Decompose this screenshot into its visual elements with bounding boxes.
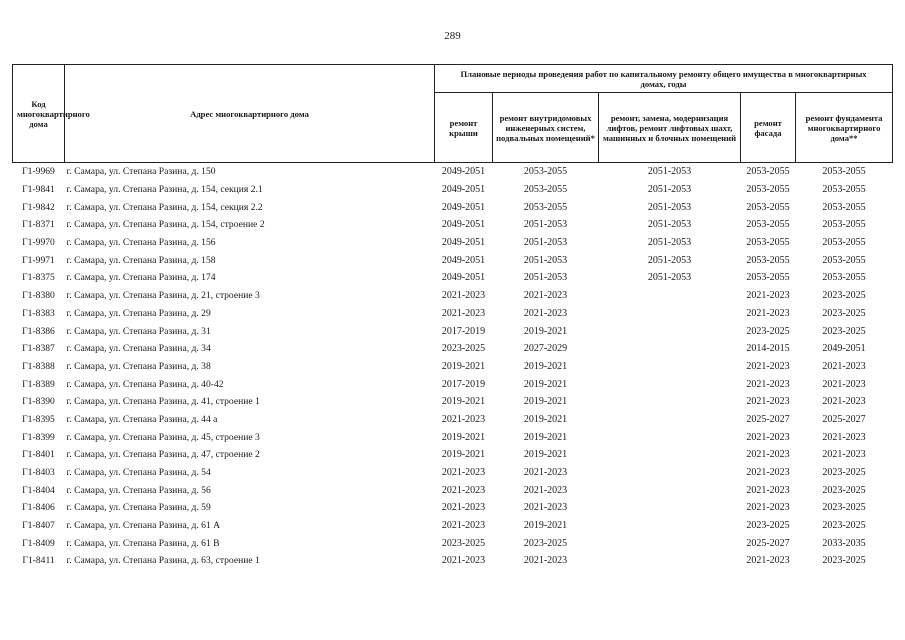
row-roof-period: 2021-2023 bbox=[441, 467, 486, 479]
row-roof-period: 2021-2023 bbox=[441, 555, 486, 567]
header-engineering: ремонт внутридомовых инженерных систем, подвальных помещений* bbox=[493, 93, 599, 163]
row-facade-period: 2021-2023 bbox=[746, 431, 790, 443]
row-roof-period: 2021-2023 bbox=[441, 307, 486, 319]
row-engineering-period: 2051-2053 bbox=[523, 219, 568, 231]
row-engineering-period: 2021-2023 bbox=[523, 307, 568, 319]
row-address: г. Самара, ул. Степана Разина, д. 56 bbox=[66, 484, 211, 496]
table-row bbox=[13, 393, 893, 411]
row-facade-period: 2023-2025 bbox=[746, 325, 790, 337]
row-foundation-period: 2053-2055 bbox=[822, 272, 866, 284]
row-code: Г1-8387 bbox=[22, 343, 55, 355]
row-roof-period: 2021-2023 bbox=[441, 413, 486, 425]
row-code: Г1-9971 bbox=[22, 254, 55, 266]
row-code: Г1-8403 bbox=[22, 467, 55, 479]
row-address: г. Самара, ул. Степана Разина, д. 34 bbox=[66, 343, 211, 355]
row-engineering-period: 2021-2023 bbox=[523, 484, 568, 496]
repair-schedule-table bbox=[12, 64, 893, 570]
row-facade-period: 2021-2023 bbox=[746, 484, 790, 496]
row-address: г. Самара, ул. Степана Разина, д. 154, секция 2.1 bbox=[66, 184, 263, 196]
row-address: г. Самара, ул. Степана Разина, д. 150 bbox=[65, 163, 435, 181]
row-elevators-period bbox=[599, 358, 741, 376]
row-foundation-period: 2025-2027 bbox=[822, 413, 866, 425]
table-row bbox=[13, 322, 893, 340]
row-engineering-period: 2027-2029 bbox=[523, 343, 568, 355]
row-foundation-period: 2053-2055 bbox=[822, 201, 866, 213]
row-facade-period: 2021-2023 bbox=[746, 307, 790, 319]
row-address: г. Самара, ул. Степана Разина, д. 29 bbox=[66, 307, 211, 319]
row-engineering-period: 2021-2023 bbox=[523, 467, 568, 479]
row-roof-period: 2023-2025 bbox=[441, 537, 486, 549]
row-roof-period: 2049-2051 bbox=[435, 163, 493, 181]
row-address: г. Самара, ул. Степана Разина, д. 63, строение 1 bbox=[66, 555, 260, 567]
row-elevators-period: 2051-2053 bbox=[647, 237, 692, 249]
row-foundation-period: 2053-2055 bbox=[796, 163, 893, 181]
row-roof-period: 2021-2023 bbox=[441, 290, 486, 302]
table-row bbox=[13, 411, 893, 429]
row-roof-period: 2049-2051 bbox=[441, 237, 486, 249]
row-facade-period: 2021-2023 bbox=[746, 502, 790, 514]
row-address: г. Самара, ул. Степана Разина, д. 174 bbox=[66, 272, 216, 284]
row-address: г. Самара, ул. Степана Разина, д. 61 А bbox=[66, 520, 221, 532]
row-roof-period: 2021-2023 bbox=[441, 484, 486, 496]
row-engineering-period: 2053-2055 bbox=[523, 201, 568, 213]
row-elevators-period bbox=[599, 322, 741, 340]
row-engineering-period: 2051-2053 bbox=[523, 272, 568, 284]
row-code: Г1-8383 bbox=[22, 307, 55, 319]
row-engineering-period: 2019-2021 bbox=[523, 360, 568, 372]
row-facade-period: 2021-2023 bbox=[746, 378, 790, 390]
row-elevators-period: 2051-2053 bbox=[599, 163, 741, 181]
row-foundation-period: 2053-2055 bbox=[822, 219, 866, 231]
row-roof-period: 2019-2021 bbox=[441, 449, 486, 461]
row-facade-period: 2023-2025 bbox=[746, 520, 790, 532]
row-foundation-period: 2053-2055 bbox=[822, 184, 866, 196]
row-facade-period: 2021-2023 bbox=[746, 290, 790, 302]
table-row bbox=[13, 251, 893, 269]
row-engineering-period: 2019-2021 bbox=[523, 378, 568, 390]
row-elevators-period bbox=[599, 428, 741, 446]
row-code: Г1-8390 bbox=[22, 396, 55, 408]
row-roof-period: 2019-2021 bbox=[441, 396, 486, 408]
header-roof: ремонт крыши bbox=[435, 93, 493, 163]
table-row bbox=[13, 216, 893, 234]
row-roof-period: 2049-2051 bbox=[441, 184, 486, 196]
row-code: Г1-8386 bbox=[22, 325, 55, 337]
row-foundation-period: 2049-2051 bbox=[822, 343, 866, 355]
row-code: Г1-8407 bbox=[22, 520, 55, 532]
row-foundation-period: 2023-2025 bbox=[822, 290, 866, 302]
row-roof-period: 2019-2021 bbox=[441, 360, 486, 372]
row-address: г. Самара, ул. Степана Разина, д. 47, строение 2 bbox=[66, 449, 260, 461]
table-row bbox=[13, 375, 893, 393]
row-code: Г1-8380 bbox=[22, 290, 55, 302]
row-facade-period: 2021-2023 bbox=[746, 360, 790, 372]
row-engineering-period: 2053-2055 bbox=[493, 163, 599, 181]
row-address: г. Самара, ул. Степана Разина, д. 38 bbox=[66, 360, 211, 372]
row-facade-period: 2014-2015 bbox=[746, 343, 790, 355]
row-address: г. Самара, ул. Степана Разина, д. 40-42 bbox=[66, 378, 224, 390]
row-address: г. Самара, ул. Степана Разина, д. 156 bbox=[66, 237, 216, 249]
table-row bbox=[13, 287, 893, 305]
row-roof-period: 2023-2025 bbox=[441, 343, 486, 355]
row-foundation-period: 2023-2025 bbox=[822, 467, 866, 479]
row-address: г. Самара, ул. Степана Разина, д. 154, секция 2.2 bbox=[66, 201, 263, 213]
table-row bbox=[13, 358, 893, 376]
row-address: г. Самара, ул. Степана Разина, д. 41, строение 1 bbox=[66, 396, 260, 408]
table-row bbox=[13, 534, 893, 552]
row-engineering-period: 2051-2053 bbox=[523, 237, 568, 249]
row-code: Г1-8401 bbox=[22, 449, 55, 461]
table-row bbox=[13, 517, 893, 535]
table-row bbox=[13, 464, 893, 482]
row-code: Г1-8388 bbox=[22, 360, 55, 372]
row-facade-period: 2053-2055 bbox=[746, 272, 790, 284]
row-facade-period: 2021-2023 bbox=[746, 467, 790, 479]
row-foundation-period: 2023-2025 bbox=[822, 325, 866, 337]
row-roof-period: 2049-2051 bbox=[441, 272, 486, 284]
row-elevators-period: 2051-2053 bbox=[647, 272, 692, 284]
row-facade-period: 2053-2055 bbox=[741, 163, 796, 181]
row-engineering-period: 2053-2055 bbox=[523, 184, 568, 196]
row-elevators-period bbox=[599, 287, 741, 305]
row-elevators-period bbox=[599, 517, 741, 535]
row-roof-period: 2049-2051 bbox=[441, 254, 486, 266]
row-code: Г1-9969 bbox=[13, 163, 65, 181]
row-roof-period: 2021-2023 bbox=[441, 502, 486, 514]
row-engineering-period: 2019-2021 bbox=[523, 520, 568, 532]
row-code: Г1-8371 bbox=[22, 219, 55, 231]
row-foundation-period: 2021-2023 bbox=[822, 396, 866, 408]
table-row bbox=[13, 340, 893, 358]
row-facade-period: 2025-2027 bbox=[746, 537, 790, 549]
row-facade-period: 2053-2055 bbox=[746, 254, 790, 266]
row-roof-period: 2021-2023 bbox=[441, 520, 486, 532]
row-address: г. Самара, ул. Степана Разина, д. 31 bbox=[66, 325, 211, 337]
table-row bbox=[13, 198, 893, 216]
table-row bbox=[13, 499, 893, 517]
row-facade-period: 2021-2023 bbox=[746, 449, 790, 461]
row-elevators-period bbox=[599, 534, 741, 552]
row-facade-period: 2053-2055 bbox=[746, 201, 790, 213]
row-roof-period: 2049-2051 bbox=[441, 201, 486, 213]
header-address: Адрес многоквартирного дома bbox=[65, 65, 435, 163]
row-foundation-period: 2021-2023 bbox=[822, 378, 866, 390]
row-roof-period: 2019-2021 bbox=[441, 431, 486, 443]
header-facade: ремонт фасада bbox=[741, 93, 796, 163]
row-engineering-period: 2023-2025 bbox=[523, 537, 568, 549]
row-elevators-period: 2051-2053 bbox=[647, 219, 692, 231]
table-row bbox=[13, 163, 893, 181]
row-address: г. Самара, ул. Степана Разина, д. 158 bbox=[66, 254, 216, 266]
row-address: г. Самара, ул. Степана Разина, д. 21, строение 3 bbox=[66, 290, 260, 302]
row-code: Г1-9842 bbox=[22, 201, 55, 213]
row-engineering-period: 2019-2021 bbox=[523, 413, 568, 425]
page-number: 289 bbox=[444, 30, 461, 42]
row-roof-period: 2049-2051 bbox=[441, 219, 486, 231]
row-elevators-period bbox=[599, 305, 741, 323]
row-foundation-period: 2021-2023 bbox=[822, 360, 866, 372]
row-elevators-period bbox=[599, 552, 741, 570]
table-row bbox=[13, 234, 893, 252]
row-address: г. Самара, ул. Степана Разина, д. 61 В bbox=[66, 537, 220, 549]
row-code: Г1-8389 bbox=[22, 378, 55, 390]
row-facade-period: 2021-2023 bbox=[746, 555, 790, 567]
row-foundation-period: 2023-2025 bbox=[822, 484, 866, 496]
row-foundation-period: 2023-2025 bbox=[822, 307, 866, 319]
row-code: Г1-8409 bbox=[22, 537, 55, 549]
table-row bbox=[13, 481, 893, 499]
row-facade-period: 2021-2023 bbox=[746, 396, 790, 408]
row-foundation-period: 2023-2025 bbox=[822, 502, 866, 514]
row-code: Г1-8404 bbox=[22, 484, 55, 496]
row-elevators-period bbox=[599, 411, 741, 429]
row-foundation-period: 2021-2023 bbox=[822, 449, 866, 461]
table-row bbox=[13, 552, 893, 570]
row-roof-period: 2017-2019 bbox=[441, 378, 486, 390]
row-foundation-period: 2023-2025 bbox=[822, 555, 866, 567]
table-row bbox=[13, 428, 893, 446]
header-code: Код многоквартирного дома bbox=[13, 65, 65, 163]
header-periods: Плановые периоды проведения работ по капитальному ремонту общего имущества в многоквартирных домах, годы bbox=[435, 65, 893, 93]
row-elevators-period: 2051-2053 bbox=[647, 201, 692, 213]
row-engineering-period: 2019-2021 bbox=[523, 396, 568, 408]
row-foundation-period: 2021-2023 bbox=[822, 431, 866, 443]
row-elevators-period bbox=[599, 375, 741, 393]
header-elevators: ремонт, замена, модернизация лифтов, ремонт лифтовых шахт, машинных и блочных помещений bbox=[599, 93, 741, 163]
row-address: г. Самара, ул. Степана Разина, д. 45, строение 3 bbox=[66, 431, 260, 443]
row-foundation-period: 2053-2055 bbox=[822, 254, 866, 266]
row-elevators-period bbox=[599, 393, 741, 411]
row-elevators-period bbox=[599, 464, 741, 482]
row-elevators-period bbox=[599, 446, 741, 464]
row-elevators-period: 2051-2053 bbox=[647, 184, 692, 196]
row-engineering-period: 2021-2023 bbox=[523, 555, 568, 567]
row-facade-period: 2053-2055 bbox=[746, 219, 790, 231]
row-facade-period: 2053-2055 bbox=[746, 237, 790, 249]
row-facade-period: 2053-2055 bbox=[746, 184, 790, 196]
row-elevators-period bbox=[599, 481, 741, 499]
row-elevators-period bbox=[599, 340, 741, 358]
row-foundation-period: 2033-2035 bbox=[822, 537, 866, 549]
row-code: Г1-8395 bbox=[22, 413, 55, 425]
table-row bbox=[13, 181, 893, 199]
header-foundation: ремонт фундамента многоквартирного дома** bbox=[796, 93, 893, 163]
table-row bbox=[13, 269, 893, 287]
row-engineering-period: 2019-2021 bbox=[523, 431, 568, 443]
row-elevators-period bbox=[599, 499, 741, 517]
row-code: Г1-8399 bbox=[22, 431, 55, 443]
row-foundation-period: 2023-2025 bbox=[822, 520, 866, 532]
row-code: Г1-8406 bbox=[22, 502, 55, 514]
row-address: г. Самара, ул. Степана Разина, д. 59 bbox=[66, 502, 211, 514]
row-engineering-period: 2019-2021 bbox=[523, 449, 568, 461]
table-body bbox=[13, 163, 893, 570]
row-code: Г1-8411 bbox=[22, 555, 55, 567]
row-elevators-period: 2051-2053 bbox=[647, 254, 692, 266]
row-engineering-period: 2051-2053 bbox=[523, 254, 568, 266]
row-foundation-period: 2053-2055 bbox=[822, 237, 866, 249]
table-row bbox=[13, 446, 893, 464]
table-row bbox=[13, 305, 893, 323]
row-address: г. Самара, ул. Степана Разина, д. 154, строение 2 bbox=[66, 219, 265, 231]
row-engineering-period: 2021-2023 bbox=[523, 290, 568, 302]
row-roof-period: 2017-2019 bbox=[441, 325, 486, 337]
row-code: Г1-8375 bbox=[22, 272, 55, 284]
row-facade-period: 2025-2027 bbox=[746, 413, 790, 425]
row-address: г. Самара, ул. Степана Разина, д. 54 bbox=[66, 467, 211, 479]
row-engineering-period: 2021-2023 bbox=[523, 502, 568, 514]
row-engineering-period: 2019-2021 bbox=[523, 325, 568, 337]
row-address: г. Самара, ул. Степана Разина, д. 44 а bbox=[66, 413, 218, 425]
row-code: Г1-9841 bbox=[22, 184, 55, 196]
row-code: Г1-9970 bbox=[22, 237, 55, 249]
